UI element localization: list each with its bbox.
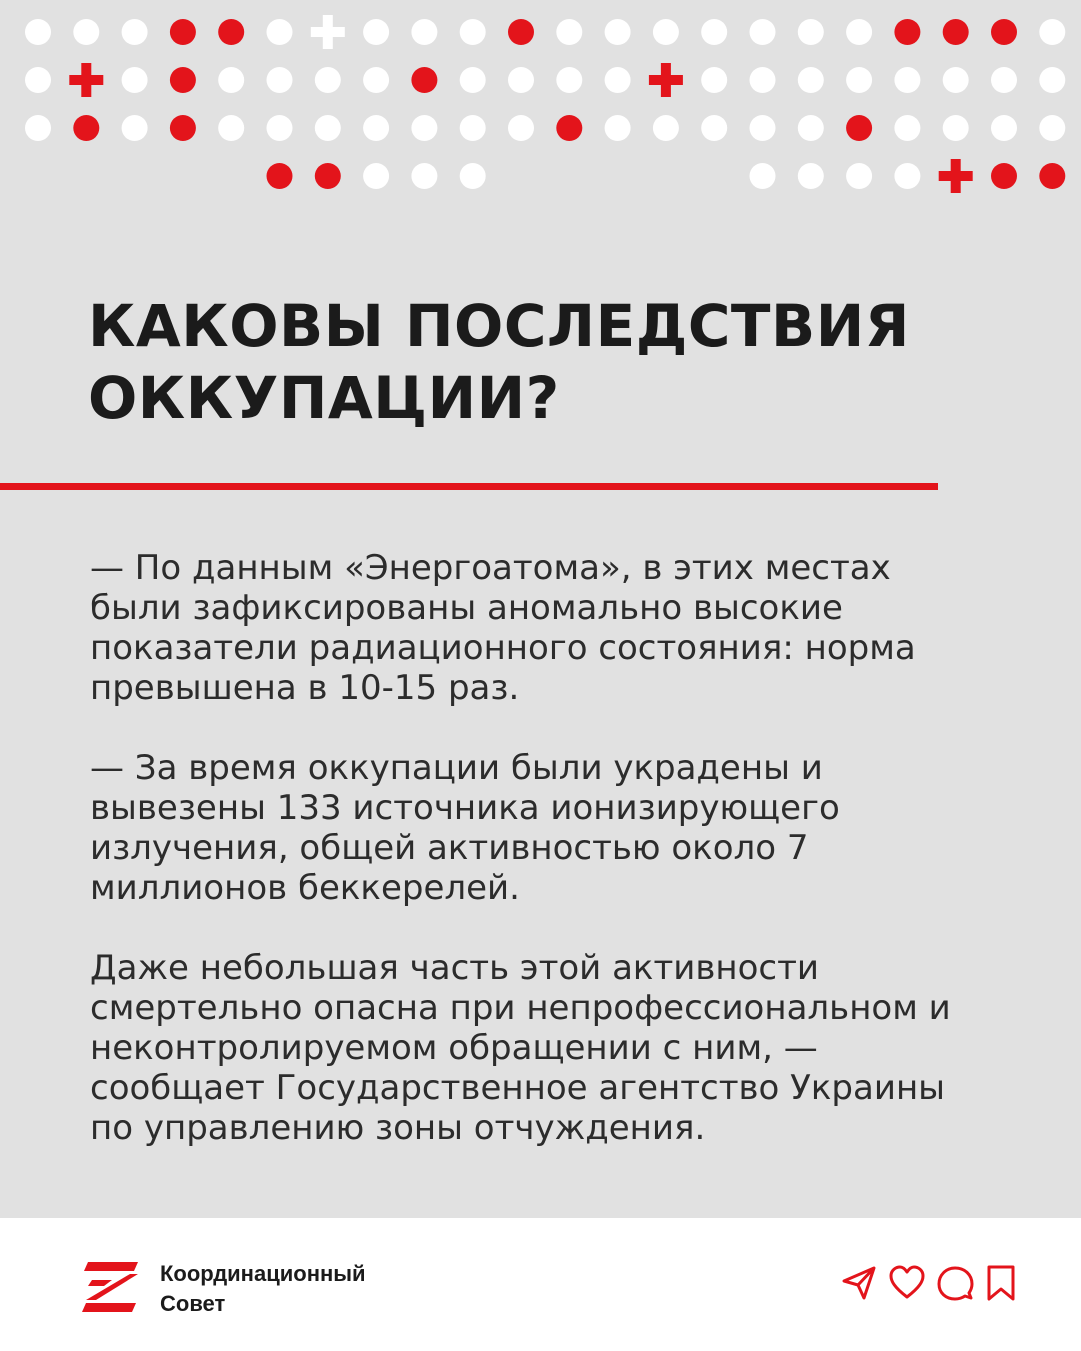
pattern-dot: [25, 67, 51, 93]
pattern-dot: [267, 115, 293, 141]
pattern-dot: [170, 67, 196, 93]
accent-divider: [0, 483, 938, 490]
pattern-dot: [122, 115, 148, 141]
pattern-dot: [267, 19, 293, 45]
pattern-dot: [363, 163, 389, 189]
pattern-dot: [943, 67, 969, 93]
pattern-dot: [460, 115, 486, 141]
pattern-dot: [122, 67, 148, 93]
pattern-cross: [69, 63, 103, 97]
pattern-dot: [315, 115, 341, 141]
brand-name: [160, 1259, 366, 1319]
pattern-dot: [605, 19, 631, 45]
pattern-dot: [556, 67, 582, 93]
pattern-dot: [73, 19, 99, 45]
pattern-dot: [556, 115, 582, 141]
pattern-dot: [894, 67, 920, 93]
pattern-dot: [315, 67, 341, 93]
pattern-dot: [411, 67, 437, 93]
pattern-dot: [508, 67, 534, 93]
post-title: [88, 290, 988, 434]
pattern-dot: [73, 115, 99, 141]
pattern-dot: [750, 115, 776, 141]
pattern-dot: [894, 19, 920, 45]
coordination-council-logo-icon: [82, 1262, 138, 1312]
pattern-dot: [701, 67, 727, 93]
pattern-dot: [653, 115, 679, 141]
pattern-dot: [750, 67, 776, 93]
pattern-cross: [939, 159, 973, 193]
pattern-dot: [170, 115, 196, 141]
pattern-dot: [267, 67, 293, 93]
pattern-dot: [1039, 67, 1065, 93]
brand-name-line-2: Совет: [160, 1291, 226, 1316]
pattern-dot: [798, 67, 824, 93]
pattern-dot: [894, 115, 920, 141]
pattern-dot: [750, 19, 776, 45]
pattern-dot: [991, 19, 1017, 45]
post-title-line-1: КАКОВЫ ПОСЛЕДСТВИЯ: [88, 292, 910, 360]
pattern-dot: [846, 115, 872, 141]
post-body: [90, 548, 990, 1188]
pattern-dot: [1039, 19, 1065, 45]
pattern-dot: [363, 115, 389, 141]
pattern-dot: [798, 163, 824, 189]
paragraph-2: — За время оккупации были украдены и вывезены 133 источника ионизирующего излучения, общей активностью около 7 миллионов беккерелей.: [90, 748, 840, 908]
pattern-dot: [508, 19, 534, 45]
pattern-dot: [798, 19, 824, 45]
pattern-dot: [556, 19, 582, 45]
pattern-dot: [411, 19, 437, 45]
pattern-dot: [508, 115, 534, 141]
pattern-dot: [315, 163, 341, 189]
pattern-dot: [122, 19, 148, 45]
pattern-dot: [701, 115, 727, 141]
pattern-dot: [363, 19, 389, 45]
pattern-dot: [991, 163, 1017, 189]
pattern-cross: [649, 63, 683, 97]
pattern-dot: [653, 19, 679, 45]
pattern-dot: [363, 67, 389, 93]
pattern-dot: [605, 67, 631, 93]
paragraph-3: Даже небольшая часть этой активности смертельно опасна при непрофессиональном и неконтролируемом обращении с ним, — сообщает Государственное агентство Украины по управлению зоны отчуждения.: [90, 948, 951, 1148]
pattern-dot: [25, 115, 51, 141]
pattern-cross: [311, 15, 345, 49]
pattern-dot: [170, 19, 196, 45]
pattern-dot: [460, 19, 486, 45]
pattern-dot: [218, 19, 244, 45]
pattern-dot: [943, 19, 969, 45]
pattern-dot: [218, 115, 244, 141]
pattern-dot: [1039, 163, 1065, 189]
post-title-line-2: ОККУПАЦИИ?: [88, 364, 560, 432]
pattern-dot: [798, 115, 824, 141]
pattern-dot: [25, 19, 51, 45]
pattern-dot: [218, 67, 244, 93]
heart-icon[interactable]: [888, 1263, 926, 1303]
pattern-dot: [991, 115, 1017, 141]
pattern-dot: [701, 19, 727, 45]
pattern-dot: [460, 163, 486, 189]
pattern-dot: [943, 115, 969, 141]
pattern-dot: [460, 67, 486, 93]
brand-name-line-1: Координационный: [160, 1261, 366, 1286]
pattern-dot: [846, 67, 872, 93]
pattern-dot: [991, 67, 1017, 93]
pattern-dot: [1039, 115, 1065, 141]
pattern-dot: [846, 19, 872, 45]
pattern-dot: [894, 163, 920, 189]
paragraph-1: — По данным «Энергоатома», в этих местах были зафиксированы аномально высокие показатели радиационного состояния: норма превышена в 10-15 раз.: [90, 548, 916, 708]
pattern-dot: [411, 115, 437, 141]
pattern-dot: [750, 163, 776, 189]
dot-pattern: [0, 0, 1081, 230]
comment-bubble-icon[interactable]: [936, 1263, 974, 1303]
paper-plane-icon[interactable]: [840, 1263, 878, 1303]
pattern-dot: [605, 115, 631, 141]
pattern-dot: [411, 163, 437, 189]
post-actions: [840, 1263, 1040, 1303]
pattern-dot: [267, 163, 293, 189]
pattern-dot: [846, 163, 872, 189]
bookmark-icon[interactable]: [982, 1263, 1020, 1303]
